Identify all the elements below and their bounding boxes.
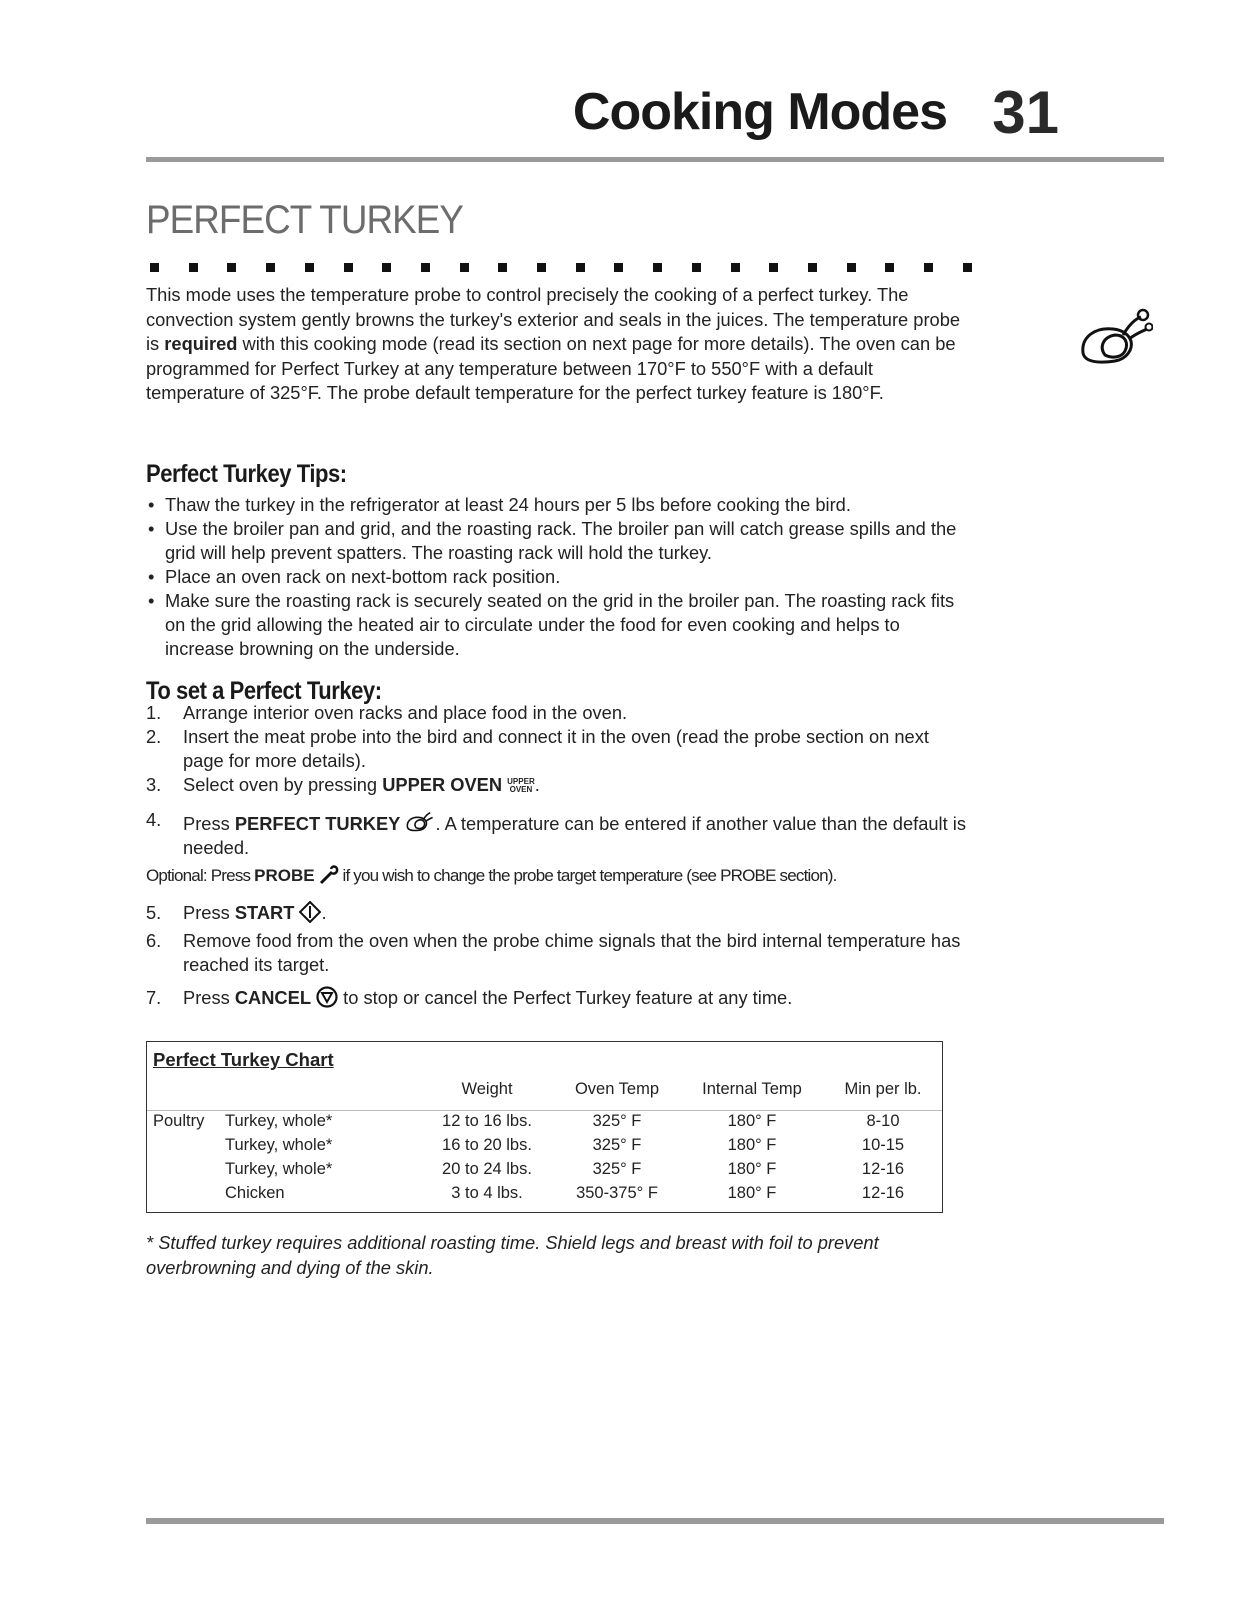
header-oven-temp: Oven Temp	[574, 1080, 660, 1098]
start-key: START	[234, 902, 295, 923]
step-2: 2. Insert the meat probe into the bird and connect it in the oven (read the probe section on next page for more details).	[146, 726, 929, 771]
table-row: Poultry Turkey, whole* 12 to 16 lbs. 325° F 180° F 8-10	[153, 1112, 900, 1130]
step-4: 4. Press PERFECT TURKEY . A temperature can be entered if another value than the default is needed.	[146, 809, 966, 858]
footnote: * Stuffed turkey requires additional roasting time. Shield legs and breast with foil to prevent overbrowning and dying of the skin.	[146, 1232, 879, 1278]
turkey-chart-table	[146, 1041, 943, 1213]
upper-oven-icon: UPPER OVEN	[507, 777, 535, 794]
footer-divider	[146, 1518, 1164, 1524]
intro-paragraph: This mode uses the temperature probe to control precisely the cooking of a perfect turkey. The convection system gently browns the turkey's exterior and seals in the juices. The temperature probe is required with this cooking mode (read its section on next page for more details). The oven can be programmed for Perfect Turkey at any temperature between 170°F to 550°F with a default temperature of 325°F. The probe default temperature for the perfect turkey feature is 180°F.	[146, 284, 961, 403]
step-3: 3. Select oven by pressing UPPER OVEN UPPER OVEN .	[146, 774, 540, 795]
probe-icon	[319, 865, 339, 885]
page-header-title: Cooking Modes	[572, 83, 947, 141]
header-min-per-lb: Min per lb.	[844, 1080, 922, 1098]
step-5: 5. Press START .	[146, 902, 327, 923]
setting-heading: To set a Perfect Turkey:	[146, 677, 382, 705]
step-1: 1. Arrange interior oven racks and place food in the oven.	[146, 702, 628, 723]
start-icon	[299, 901, 321, 923]
cancel-icon	[316, 986, 338, 1008]
header-divider	[146, 157, 1164, 162]
cancel-key: CANCEL	[234, 987, 311, 1008]
upper-oven-key: UPPER OVEN	[382, 774, 503, 795]
table-row: Turkey, whole* 20 to 24 lbs. 325° F 180° F 12-16	[225, 1160, 905, 1178]
section-title: PERFECT TURKEY	[146, 198, 464, 242]
optional-step: Optional: Press PROBE if you wish to change the probe target temperature (see PROBE section).	[146, 866, 837, 885]
turkey-icon	[1077, 305, 1153, 371]
required-emphasis: required	[164, 333, 238, 354]
header-weight: Weight	[461, 1080, 513, 1098]
tips-heading: Perfect Turkey Tips:	[146, 460, 347, 488]
step-7: 7. Press CANCEL to stop or cancel the Perfect Turkey feature at any time.	[146, 987, 793, 1008]
turkey-icon	[405, 808, 435, 834]
tip-item: • Place an oven rack on next-bottom rack position.	[146, 565, 966, 589]
probe-key: PROBE	[254, 866, 315, 885]
tip-item: • Thaw the turkey in the refrigerator at least 24 hours per 5 lbs before cooking the bird.	[146, 493, 966, 517]
perfect-turkey-key: PERFECT TURKEY	[234, 813, 401, 834]
dotted-divider	[150, 263, 972, 272]
tip-item: • Use the broiler pan and grid, and the roasting rack. The broiler pan will catch grease spills and the grid will help prevent spatters. The roasting rack will hold the turkey.	[146, 517, 966, 565]
table-row: Chicken 3 to 4 lbs. 350-375° F 180° F 12-16	[225, 1184, 905, 1202]
chart-title: Perfect Turkey Chart	[153, 1049, 334, 1070]
page-number: 31	[992, 79, 1059, 146]
tip-item: • Make sure the roasting rack is securely seated on the grid in the broiler pan. The roasting rack fits on the grid allowing the heated air to circulate under the food for even cooking and helps to increase browning on the underside.	[146, 589, 966, 661]
step-6: 6. Remove food from the oven when the probe chime signals that the bird internal temperature has reached its target.	[146, 930, 961, 975]
table-row: Turkey, whole* 16 to 20 lbs. 325° F 180° F 10-15	[225, 1136, 905, 1154]
tips-list	[146, 493, 966, 661]
header-internal-temp: Internal Temp	[702, 1080, 802, 1098]
table-header-row	[147, 1077, 942, 1101]
